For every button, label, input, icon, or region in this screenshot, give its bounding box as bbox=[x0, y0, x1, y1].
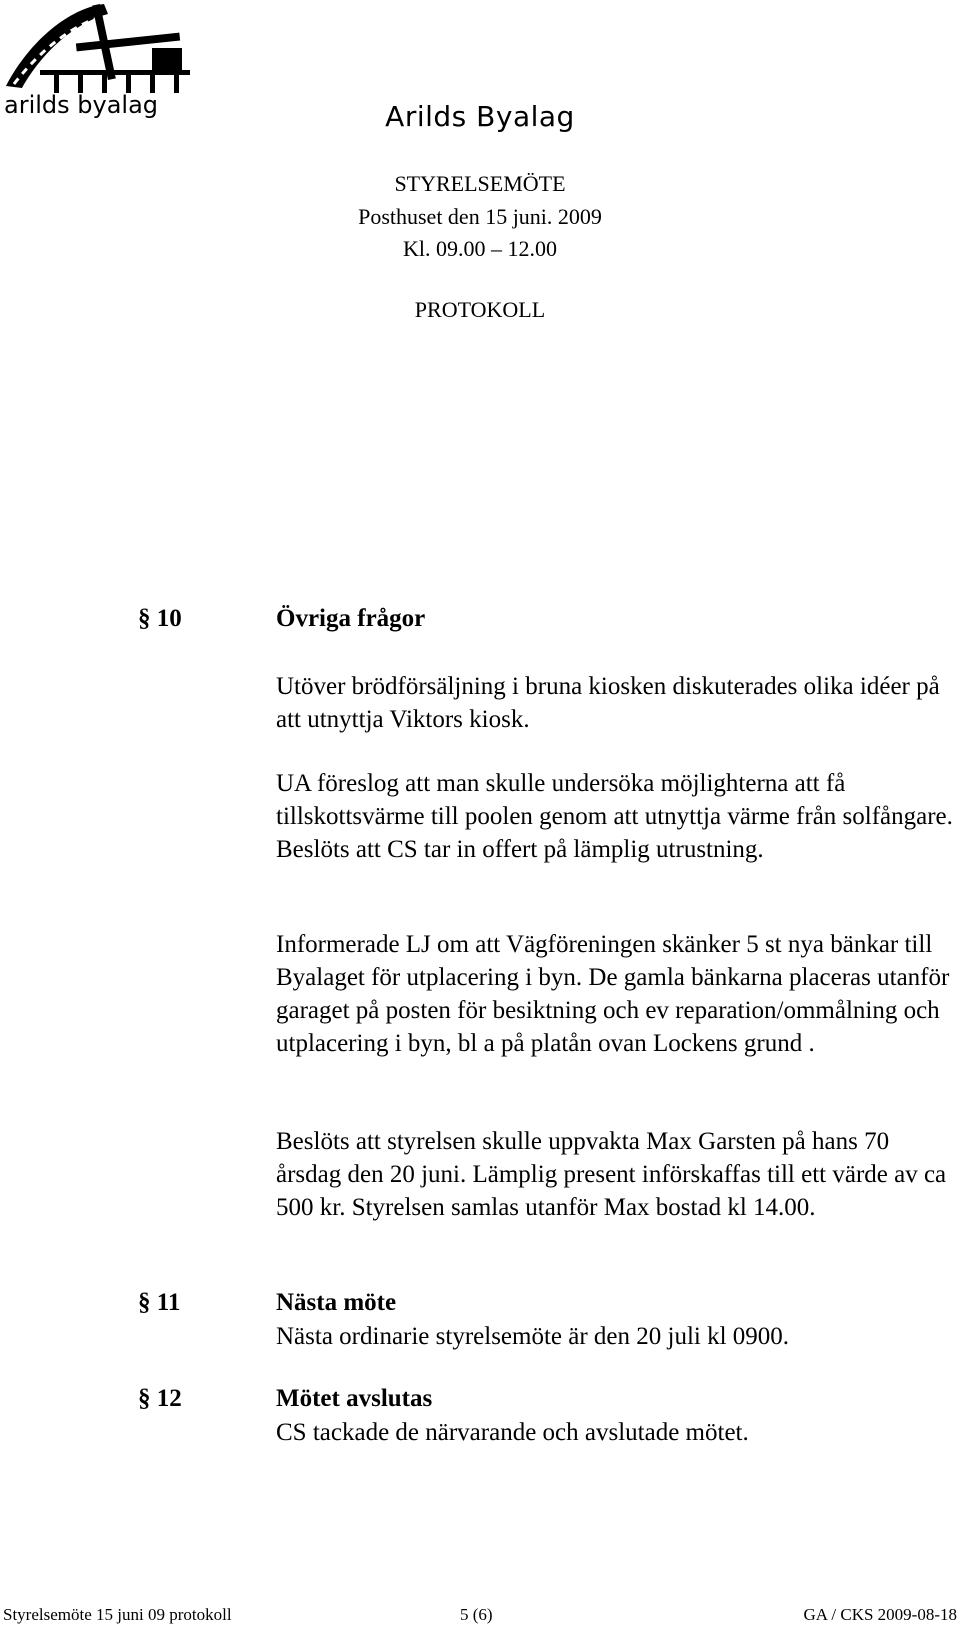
section-number: § 10 bbox=[138, 605, 182, 632]
section-number: § 12 bbox=[138, 1385, 182, 1412]
document-type: PROTOKOLL bbox=[414, 297, 546, 322]
meeting-time: Kl. 09.00 – 12.00 bbox=[403, 236, 557, 261]
meeting-title: STYRELSEMÖTE bbox=[394, 171, 566, 196]
footer-page-number: 5 (6) bbox=[460, 1605, 493, 1624]
section-paragraph: CS tackade de närvarande och avslutade mötet. bbox=[276, 1419, 749, 1446]
org-title: Arilds Byalag bbox=[385, 100, 575, 133]
section-number: § 11 bbox=[138, 1289, 181, 1316]
section-title: Mötet avslutas bbox=[276, 1385, 433, 1412]
logo-text: arilds byalag bbox=[4, 91, 159, 119]
section-paragraph: Nästa ordinarie styrelsemöte är den 20 juli kl 0900. bbox=[276, 1323, 790, 1350]
meeting-location: Posthuset den 15 juni. 2009 bbox=[358, 204, 602, 229]
section-paragraph: Beslöts att styrelsen skulle uppvakta Max Garsten på hans 70 årsdag den 20 juni. Lämplig present införskaffas till ett värde av ca 500 kr. Styrelsen samlas utanför Max bostad kl 14.00. bbox=[276, 1128, 947, 1221]
section-title: Nästa möte bbox=[276, 1289, 397, 1316]
section-paragraph: Utöver brödförsäljning i bruna kiosken diskuterades olika idéer på att utnyttja Viktors kiosk. bbox=[276, 673, 940, 733]
section-paragraph: Informerade LJ om att Vägföreningen skänker 5 st nya bänkar till Byalaget för utplacering i byn. De gamla bänkarna placeras utanför garaget på posten för besiktning och ev reparation/ommålning och utplacering i byn, bl a på platån ovan Lockens grund . bbox=[276, 931, 950, 1057]
footer-document-name: Styrelsemöte 15 juni 09 protokoll bbox=[3, 1605, 232, 1624]
section-paragraph: UA föreslog att man skulle undersöka möjlighterna att få tillskottsvärme till poolen genom att utnyttja värme från solfångare. Beslöts att CS tar in offert på lämplig utrustning. bbox=[276, 770, 953, 863]
section-title: Övriga frågor bbox=[276, 605, 426, 632]
footer-author-date: GA / CKS 2009-08-18 bbox=[803, 1605, 957, 1624]
